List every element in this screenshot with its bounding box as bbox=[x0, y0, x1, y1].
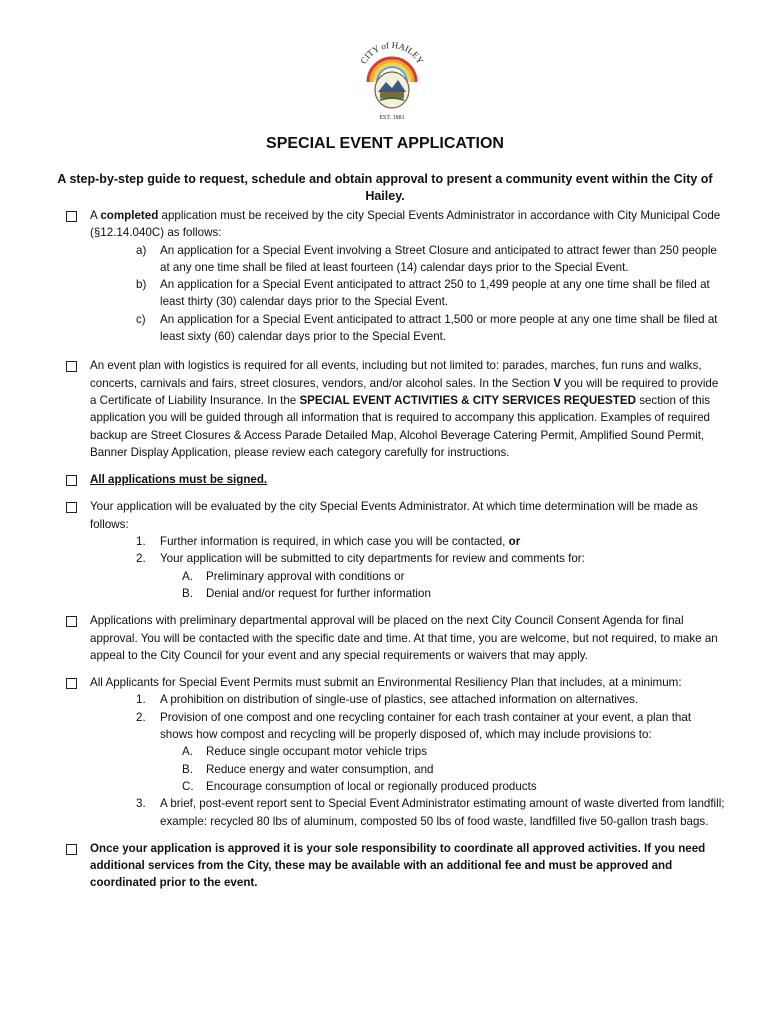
instructions-list bbox=[66, 207, 726, 898]
sub-item: a) An application for a Special Event involving a Street Closure and anticipated to attract fewer than 250 people at any one time shall be filed at least fourteen (14) calendar days prior to the Special Event. bbox=[136, 243, 717, 274]
checkbox-icon bbox=[66, 361, 77, 372]
approval-responsibility-note: Once your application is approved it is your sole responsibility to coordinate all approved activities. If you need additional services from the City, these may be available with an additional fee and must be approved and coordinated prior to the event. bbox=[90, 841, 706, 890]
sub-sub-item: B. Denial and/or request for further information bbox=[182, 586, 431, 600]
list-item bbox=[66, 840, 726, 892]
seal-est-text: EST. 1881 bbox=[379, 115, 405, 121]
sub-item: 2. Your application will be submitted to city departments for review and comments for: bbox=[136, 552, 585, 566]
list-item: A completed application must be received by the city Special Events Administrator in accordance with City Municipal Code (§12.14.040C) as follows: a) An application for a Special Event involving a Street Closure and anticipated to attract fewer than 250 people at any one time shall be filed at least fourteen (14) calendar days prior to the Special Event. b) An application for a Special Event anticipated to attract 250 to 1,499 people at any one time shall be filed at least thirty (30) calendar days prior to the Special Event. c) An application for a Special Event anticipated to attract 1,500 or more people at any one time shall be filed at least sixty (60) calendar days prior to the Special Event. bbox=[66, 207, 726, 345]
subtitle: A step-by-step guide to request, schedule and obtain approval to present a community event within the City of Hailey. bbox=[57, 172, 713, 203]
sub-sub-item: B. Reduce energy and water consumption, and bbox=[182, 762, 434, 776]
sub-item: c) An application for a Special Event anticipated to attract 1,500 or more people at any one time shall be filed at least sixty (60) calendar days prior to the Special Event. bbox=[136, 312, 718, 344]
sub-item: 2. Provision of one compost and one recycling container for each trash container at your event, a plan that shows how compost and recycling will be properly disposed of, which may include provisions to: bbox=[136, 710, 692, 742]
sub-item: 3. A brief, post-event report sent to Special Event Administrator estimating amount of waste diverted from landfill; example: recycled 80 lbs of aluminum, composted 50 lbs of food waste, landfilled five 50-gallon trash bags. bbox=[136, 797, 725, 828]
sub-item: b) An application for a Special Event anticipated to attract 250 to 1,499 people at any one time shall be filed at least thirty (30) calendar days prior to the Special Event. bbox=[136, 278, 710, 309]
checkbox-icon bbox=[66, 502, 77, 513]
list-item: Applications with preliminary departmental approval will be placed on the next City Council Consent Agenda for final approval. You will be contacted with the specific date and time. At that time, you are welcome, but not required, to make an appeal to the City Council for your event and any special requirements or waivers that may apply. bbox=[66, 612, 726, 664]
sub-item: 1. Further information is required, in which case you will be contacted, or bbox=[136, 535, 521, 549]
page-title: SPECIAL EVENT APPLICATION bbox=[266, 135, 504, 152]
sub-sub-item: A. Reduce single occupant motor vehicle trips bbox=[182, 745, 428, 759]
sub-sub-item: A. Preliminary approval with conditions or bbox=[182, 569, 405, 583]
checkbox-icon bbox=[66, 616, 77, 627]
sub-sub-item: C. Encourage consumption of local or regionally produced products bbox=[182, 779, 537, 793]
seal-top-text: CITY of HAILEY bbox=[358, 39, 426, 66]
list-item: All Applicants for Special Event Permits must submit an Environmental Resiliency Plan that includes, at a minimum: 1. A prohibition on distribution of single-use of plastics, see attached information on alternatives. 2. Provision of one compost and one recycling container for each trash container at your event, a plan that shows how compost and recycling will be properly disposed of, which may include provisions to: A. Reduce single occupant motor vehicle trips B. Reduce energy and water consumption, and C. Encourage consumption of local or regionally produced products 3. A brief, post-event report sent to Special Event Administrator estimating amount of waste diverted from landfill; example: recycled 80 lbs of aluminum, composted 50 lbs of food waste, landfilled five 50-gallon trash bags. bbox=[66, 674, 726, 830]
list-item bbox=[66, 471, 726, 488]
checkbox-icon bbox=[66, 678, 77, 689]
checkbox-icon bbox=[66, 211, 77, 222]
city-of-hailey-seal bbox=[352, 38, 432, 124]
checkbox-icon bbox=[66, 844, 77, 855]
sub-item: 1. A prohibition on distribution of single-use of plastics, see attached information on alternatives. bbox=[136, 693, 639, 707]
signature-requirement: All applications must be signed. bbox=[90, 473, 268, 487]
checkbox-icon bbox=[66, 475, 77, 486]
list-item: An event plan with logistics is required for all events, including but not limited to: parades, marches, fun runs and walks, concerts, carnivals and fairs, street closures, vendors, and/or alcohol sales. In the Section V you will be required to provide a Certificate of Liability Insurance. In the SPECIAL EVENT ACTIVITIES & CITY SERVICES REQUESTED section of this application you will be guided through all information that is required to accompany this application. Examples of required backup are Street Closures & Access Parade Detailed Map, Alcohol Beverage Catering Permit, Amplified Sound Permit, Banner Display Application, please review each category carefully for instructions. bbox=[66, 357, 726, 461]
list-item: Your application will be evaluated by the city Special Events Administrator. At which time determination will be made as follows: 1. Further information is required, in which case you will be contacted, or 2. Your application will be submitted to city departments for review and comments for: A. Preliminary approval with conditions or B. Denial and/or request for further information bbox=[66, 498, 726, 602]
